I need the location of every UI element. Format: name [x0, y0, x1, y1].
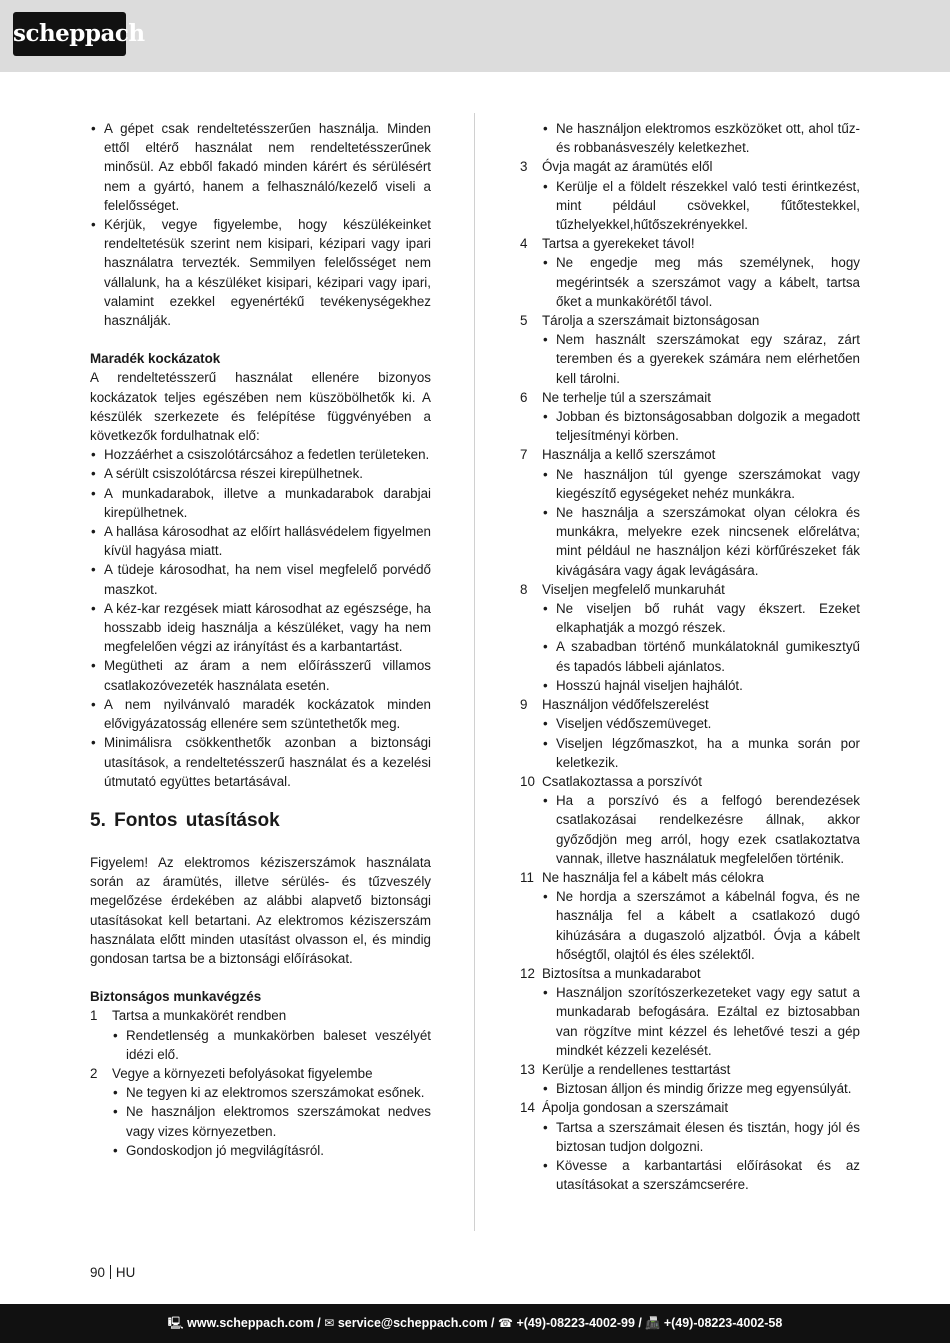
item-title: Ne használja fel a kábelt más célokra — [542, 869, 764, 885]
section-title: 5. Fontos utasítások — [90, 809, 280, 831]
residual-risk-item: • Megütheti az áram a nem előírásszerű villamos csatlakozóvezeték használata esetén. — [90, 656, 431, 694]
item-title: Óvja magát az áramütés elől — [542, 159, 713, 175]
computer-icon: 🖳 — [167, 1316, 184, 1330]
item-bullet: • Ne használjon elektromos eszközöket ott, ahol tűz- és robbanásveszély keletkezhet. — [542, 119, 860, 157]
numbered-item — [520, 311, 860, 330]
item-number: 10 — [520, 773, 535, 789]
right-column — [520, 119, 860, 1194]
item-bullet: • Biztosan álljon és mindig őrizze meg egyensúlyát. — [542, 1079, 860, 1098]
numbered-item — [90, 1006, 431, 1025]
numbered-item — [520, 1060, 860, 1079]
item-bullet: • Hosszú hajnál viseljen hajhálót. — [542, 676, 860, 695]
item-bullet: • Ne tegyen ki az elektromos szerszámokat esőnek. — [112, 1083, 431, 1102]
footer-website[interactable]: www.scheppach.com / — [187, 1316, 321, 1330]
item-title: Tartsa a munkakörét rendben — [112, 1008, 287, 1024]
safe-work-heading: Biztonságos munkavégzés — [90, 989, 262, 1005]
item-number: 1 — [90, 1008, 98, 1024]
item-bullet: • Ne használjon túl gyenge szerszámokat vagy kiegészítő egységeket nehéz munkákra. — [542, 465, 860, 503]
item-title: Vegye a környezeti befolyásokat figyelembe — [112, 1065, 373, 1081]
item-number: 8 — [520, 581, 528, 597]
item-bullet: • Tartsa a szerszámait élesen és tisztán, hogy jól és biztosan tudjon dolgozni. — [542, 1118, 860, 1156]
residual-risk-item: • A tüdeje károsodhat, ha nem visel megfelelő porvédő maszkot. — [90, 560, 431, 598]
residual-risks-heading: Maradék kockázatok — [90, 351, 221, 367]
phone-icon: ☎ — [498, 1316, 513, 1330]
item-bullet: • Ne hordja a szerszámot a kábelnál fogva, és ne használja fel a kábelt a csatlakozó dugó kihúzására a dugaszoló aljzatból. Óvja a kábelt hőségtől, olajtól és éles szélektől. — [542, 887, 860, 964]
item-number: 7 — [520, 447, 528, 463]
numbered-item — [520, 772, 860, 791]
item-bullet: • Kövesse a karbantartási előírásokat és az utasításokat a szerszámcserére. — [542, 1156, 860, 1194]
page-language: HU — [115, 1265, 136, 1280]
item-bullet: • Jobban és biztonságosabban dolgozik a megadott teljesítményi körben. — [542, 407, 860, 445]
item-bullet: • Használjon szorítószerkezeteket vagy egy satut a munkadarab befogására. Ezáltal ez biztosabban van rögzítve mint kézzel és lehetővé teszi a gép mindkét kézzeli kezelését. — [542, 983, 860, 1060]
numbered-item — [520, 580, 860, 599]
item-bullet: • Viseljen légzőmaszkot, ha a munka során por keletkezik. — [542, 734, 860, 772]
item-bullet: • Kerülje el a földelt részekkel való testi érintkezést, mint például csövekkel, fűtőtestekkel, tűzhelyekkel,hűtőszekrényekkel. — [542, 177, 860, 235]
numbered-item — [520, 964, 860, 983]
residual-risk-item: • A sérült csiszolótárcsa részei kirepülhetnek. — [90, 464, 431, 483]
intro-bullet: • A gépet csak rendeltetésszerűen használja. Minden ettől eltérő használat nem rendeltetésszerűnek minősül. Az ebből fakadó minden kárért és sérülésért nem a gyártó, hanem a felhasználó/kezelő viseli a felelősséget. — [90, 119, 431, 215]
residual-risk-item: • Minimálisra csökkenthetők azonban a biztonsági utasítások, a rendeltetésszerű használat és a kezelési útmutató együttes betartásával. — [90, 733, 431, 791]
column-divider — [474, 113, 475, 1231]
item-bullet: • Ne használjon elektromos szerszámokat nedves vagy vizes környezetben. — [112, 1102, 431, 1140]
numbered-item — [520, 695, 860, 714]
item-number: 4 — [520, 236, 528, 252]
item-title: Tartsa a gyerekeket távol! — [542, 236, 695, 252]
email-icon: ✉ — [324, 1316, 335, 1330]
item-bullet: • Viseljen védőszemüveget. — [542, 714, 860, 733]
item-title: Használjon védőfelszerelést — [542, 697, 709, 713]
numbered-item — [520, 388, 860, 407]
numbered-item — [520, 1098, 860, 1117]
residual-risk-item: • A kéz-kar rezgések miatt károsodhat az egészsége, ha hosszabb ideig használja a készüléket, vagy ha nem megfelelően végzi az irányítást és a karbantartást. — [90, 599, 431, 657]
item-bullet: • Ne használja a szerszámokat olyan célokra és munkákra, melyekre ezek nincsenek előrelátva; mint például ne használjon kézi körfűrészeket fák kivágására vagy ágak levágására. — [542, 503, 860, 580]
item-number: 13 — [520, 1061, 535, 1077]
item-bullet: • Nem használt szerszámokat egy száraz, zárt teremben és a gyerekek számára nem elérhetően kell tárolni. — [542, 330, 860, 388]
item-title: Csatlakoztassa a porszívót — [542, 773, 703, 789]
numbered-item — [520, 157, 860, 176]
item-bullet: • Gondoskodjon jó megvilágításról. — [112, 1141, 431, 1160]
footer-fax: +(49)-08223-4002-58 — [663, 1316, 783, 1330]
item-number: 2 — [90, 1065, 98, 1081]
numbered-item — [520, 234, 860, 253]
residual-risk-item: • Hozzáérhet a csiszolótárcsához a fedetlen területeken. — [90, 445, 431, 464]
page-header — [0, 0, 950, 72]
intro-bullet: • Kérjük, vegye figyelembe, hogy készülékeinket rendeltetésük szerint nem kisipari, kézipari vagy ipari használatra tervezték. Semmilyen felelősséget nem vállalunk, ha a készüléket kisipari, kézipari vagy ipari, valamint ezekkel egyenértékű tevékenységekhez használják. — [90, 215, 431, 330]
footer-phone: +(49)-08223-4002-99 / — [516, 1316, 642, 1330]
item-number: 3 — [520, 159, 528, 175]
numbered-item — [520, 868, 860, 887]
item-number: 6 — [520, 389, 528, 405]
residual-risk-item: • A munkadarabok, illetve a munkadarabok darabjai kirepülhetnek. — [90, 484, 431, 522]
page-number-value: 90 — [90, 1265, 105, 1280]
page-number-separator — [110, 1265, 111, 1279]
item-bullet: • Rendetlenség a munkakörben baleset veszélyét idézi elő. — [112, 1026, 431, 1064]
item-bullet: • A szabadban történő munkálatoknál gumikesztyű és tapadós lábbeli ajánlatos. — [542, 637, 860, 675]
item-bullet: • Ne viseljen bő ruhát vagy ékszert. Ezeket elkaphatják a mozgó részek. — [542, 599, 860, 637]
numbered-item — [520, 445, 860, 464]
numbered-item — [90, 1064, 431, 1083]
item-title: Ne terhelje túl a szerszámait — [542, 389, 711, 405]
item-number: 11 — [520, 869, 534, 885]
item-bullet: • Ne engedje meg más személynek, hogy megérintsék a szerszámot vagy a kábelt, tartsa őket a munkakörétől távol. — [542, 253, 860, 311]
section-intro: Figyelem! Az elektromos kéziszerszámok használata során az áramütés, illetve sérülés- és tűzveszély megelőzése érdekében az alábbi alapvető biztonsági utasításokat kell betartani. Az elektromos kéziszerszám használata előtt minden utasítást olvasson el, és mindig gondosan tartsa be a biztonsági előírásokat. — [90, 854, 431, 966]
item-title: Tárolja a szerszámait biztonságosan — [542, 313, 760, 329]
fax-icon: 📠 — [645, 1316, 661, 1330]
residual-risks-intro: A rendeltetésszerű használat ellenére bizonyos kockázatok teljes egészében nem küszöbölhetők ki. A készülék szerkezete és felépítése függvényében a következők fordulhatnak elő: — [90, 370, 431, 444]
item-number: 12 — [520, 965, 535, 981]
item-title: Használja a kellő szerszámot — [542, 447, 716, 463]
item-title: Ápolja gondosan a szerszámait — [542, 1100, 729, 1116]
left-column — [90, 119, 431, 1160]
item-number: 5 — [520, 313, 528, 329]
residual-risk-item: • A nem nyilvánvaló maradék kockázatok minden elővigyázatosság ellenére sem szüntethetők meg. — [90, 695, 431, 733]
item-bullet: • Ha a porszívó és a felfogó berendezések csatlakozásai rendelkezésre állnak, akkor győződjön meg arról, hogy ezek csatlakoztatva vannak, illetve használatuk megfelelően történik. — [542, 791, 860, 868]
item-title: Biztosítsa a munkadarabot — [542, 965, 701, 981]
item-number: 9 — [520, 697, 528, 713]
scheppach-logo: scheppach — [13, 12, 126, 56]
footer-email[interactable]: service@scheppach.com / — [337, 1316, 495, 1330]
item-title: Viseljen megfelelő munkaruhát — [542, 581, 725, 597]
page-footer — [0, 1304, 950, 1343]
item-title: Kerülje a rendellenes testtartást — [542, 1061, 731, 1077]
residual-risk-item: • A hallása károsodhat az előírt hallásvédelem figyelmen kívül hagyása miatt. — [90, 522, 431, 560]
item-number: 14 — [520, 1100, 535, 1116]
page-number — [90, 1264, 135, 1282]
